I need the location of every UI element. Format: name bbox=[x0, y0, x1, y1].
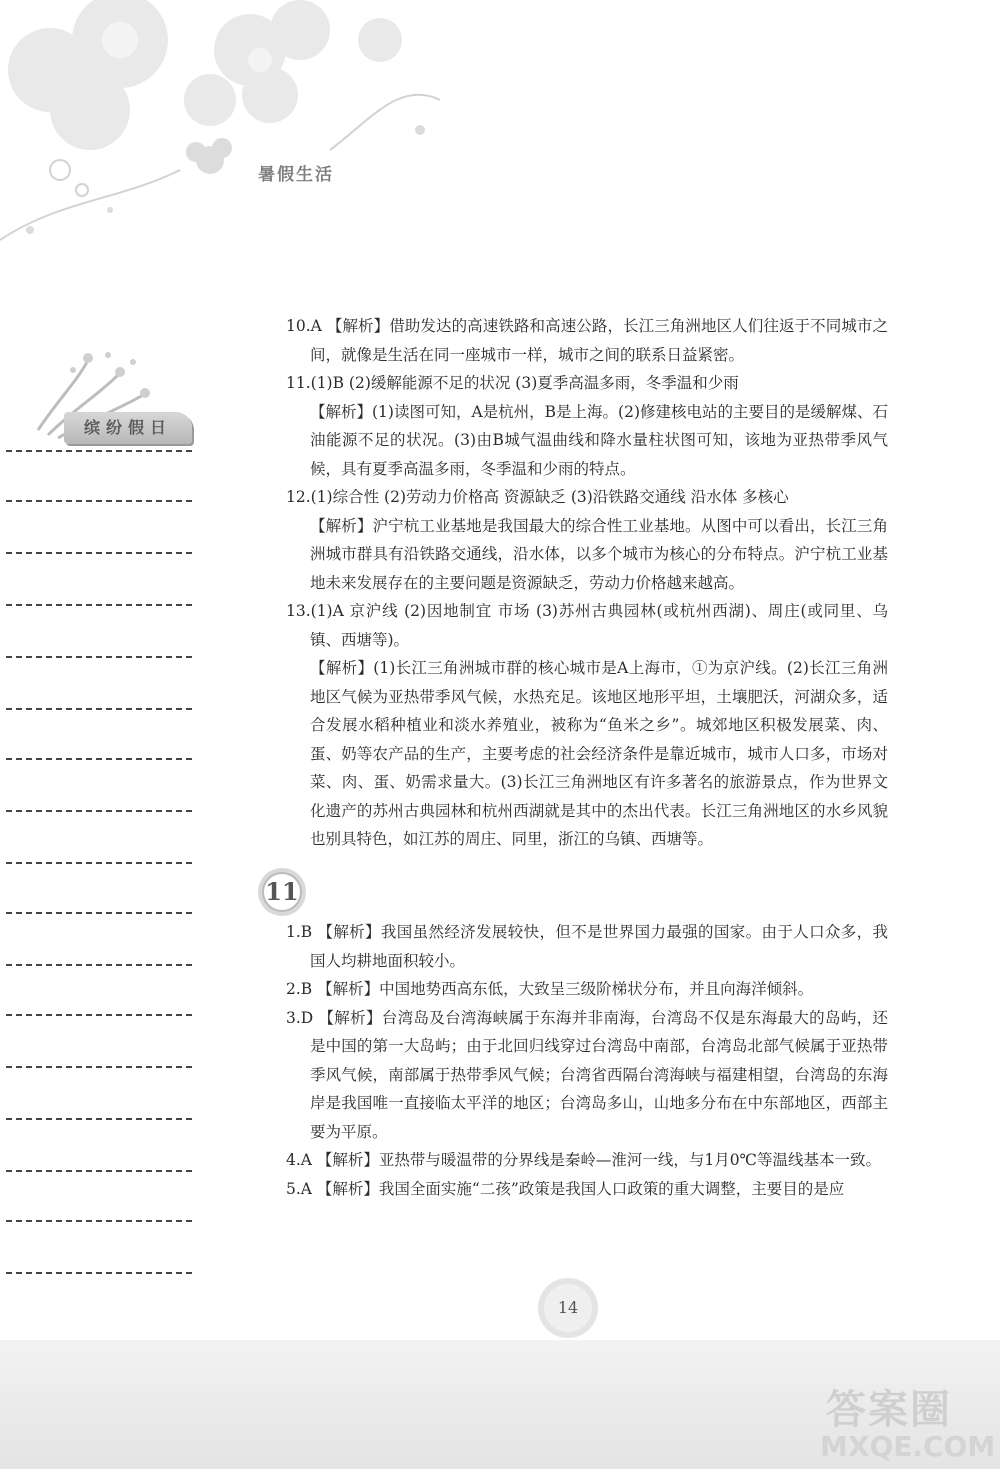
answer-item: 5.A 【解析】我国全面实施“二孩”政策是我国人口政策的重大调整，主要目的是应 bbox=[286, 1179, 845, 1198]
dash-line bbox=[6, 964, 192, 966]
answer-analysis: 【解析】沪宁杭工业基地是我国最大的综合性工业基地。从图中可以看出，长江三角洲城市群具有沿铁路交通线，沿水体，以多个城市为核心的分布特点。沪宁杭工业基地未来发展存在的主要问题是资源缺乏，劳动力价格越来越高。 bbox=[310, 516, 888, 592]
sidebar-badge-label: 缤纷假日 bbox=[83, 418, 172, 437]
dash-line bbox=[6, 1272, 192, 1274]
answer-item: 11.(1)B (2)缓解能源不足的状况 (3)夏季高温多雨，冬季温和少雨 bbox=[286, 374, 739, 392]
dash-line bbox=[6, 1014, 192, 1016]
dash-line bbox=[6, 810, 192, 812]
dash-line bbox=[6, 450, 192, 452]
dash-line bbox=[6, 862, 192, 864]
header-title: 暑假生活 bbox=[258, 165, 334, 185]
dash-line bbox=[6, 758, 192, 760]
floral-header-decoration bbox=[0, 0, 460, 260]
dash-line bbox=[6, 912, 192, 914]
answers-section-10 bbox=[286, 312, 888, 854]
answer-item: 1.B 【解析】我国虽然经济发展较快，但不是世界国力最强的国家。由于人口众多，我国人均耕地面积较小。 bbox=[286, 923, 888, 970]
dash-line bbox=[6, 500, 192, 502]
dash-line bbox=[6, 708, 192, 710]
section-number: 11 bbox=[265, 877, 299, 906]
page-number: 14 bbox=[557, 1298, 579, 1317]
dash-line bbox=[6, 656, 192, 658]
watermark-brand: 答案圈 bbox=[826, 1387, 952, 1433]
dash-line bbox=[6, 552, 192, 554]
answer-item: 2.B 【解析】中国地势西高东低，大致呈三级阶梯状分布，并且向海洋倾斜。 bbox=[286, 980, 814, 998]
answer-item: 4.A 【解析】亚热带与暖温带的分界线是秦岭—淮河一线，与1月0℃等温线基本一致。 bbox=[286, 1151, 881, 1169]
sidebar bbox=[0, 340, 200, 1300]
sidebar-badge bbox=[64, 412, 192, 444]
dash-line bbox=[6, 604, 192, 606]
dash-line bbox=[6, 1170, 192, 1172]
dash-line bbox=[6, 1066, 192, 1068]
answer-analysis: 【解析】(1)长江三角洲城市群的核心城市是A上海市，①为京沪线。(2)长江三角洲地区气候为亚热带季风气候，水热充足。该地区地形平坦，土壤肥沃，河湖众多，适合发展水稻种植业和淡水养殖业，被称为“鱼米之乡”。城郊地区积极发展菜、肉、蛋、奶等农产品的生产，主要考虑的社会经济条件是靠近城市，城市人口多，市场对菜、肉、蛋、奶需求量大。(3)长江三角洲地区有许多著名的旅游景点，作为世界文化遗产的苏州古典园林和杭州西湖就是其中的杰出代表。长江三角洲地区的水乡风貌也别具特色，如江苏的周庄、同里，浙江的乌镇、西塘等。 bbox=[310, 659, 888, 848]
answer-item: 12.(1)综合性 (2)劳动力价格高 资源缺乏 (3)沿铁路交通线 沿水体 多核心 bbox=[286, 488, 789, 506]
answer-item: 10.A 【解析】借助发达的高速铁路和高速公路，长江三角洲地区人们往返于不同城市之间，就像是生活在同一座城市一样，城市之间的联系日益紧密。 bbox=[286, 317, 888, 364]
dash-line bbox=[6, 1118, 192, 1120]
answer-item: 13.(1)A 京沪线 (2)因地制宜 市场 (3)苏州古典园林(或杭州西湖)、周庄(或同里、乌镇、西塘等)。 bbox=[286, 602, 888, 649]
answer-item: 3.D 【解析】台湾岛及台湾海峡属于东海并非南海，台湾岛不仅是东海最大的岛屿，还是中国的第一大岛屿；由于北回归线穿过台湾岛中南部，台湾岛北部气候属于亚热带季风气候，南部属于热带季风气候；台湾省西隔台湾海峡与福建相望，台湾岛的东海岸是我国唯一直接临太平洋的地区；台湾岛多山，山地多分布在中东部地区，西部主要为平原。 bbox=[286, 1008, 888, 1141]
dash-line bbox=[6, 1220, 192, 1222]
watermark-url: MXQE.COM bbox=[820, 1430, 996, 1463]
answer-analysis: 【解析】(1)读图可知，A是杭州，B是上海。(2)修建核电站的主要目的是缓解煤、石油能源不足的状况。(3)由B城气温曲线和降水量柱状图可知，该地为亚热带季风气候，具有夏季高温多雨，冬季温和少雨的特点。 bbox=[310, 402, 888, 478]
answers-section-11 bbox=[286, 918, 888, 1203]
